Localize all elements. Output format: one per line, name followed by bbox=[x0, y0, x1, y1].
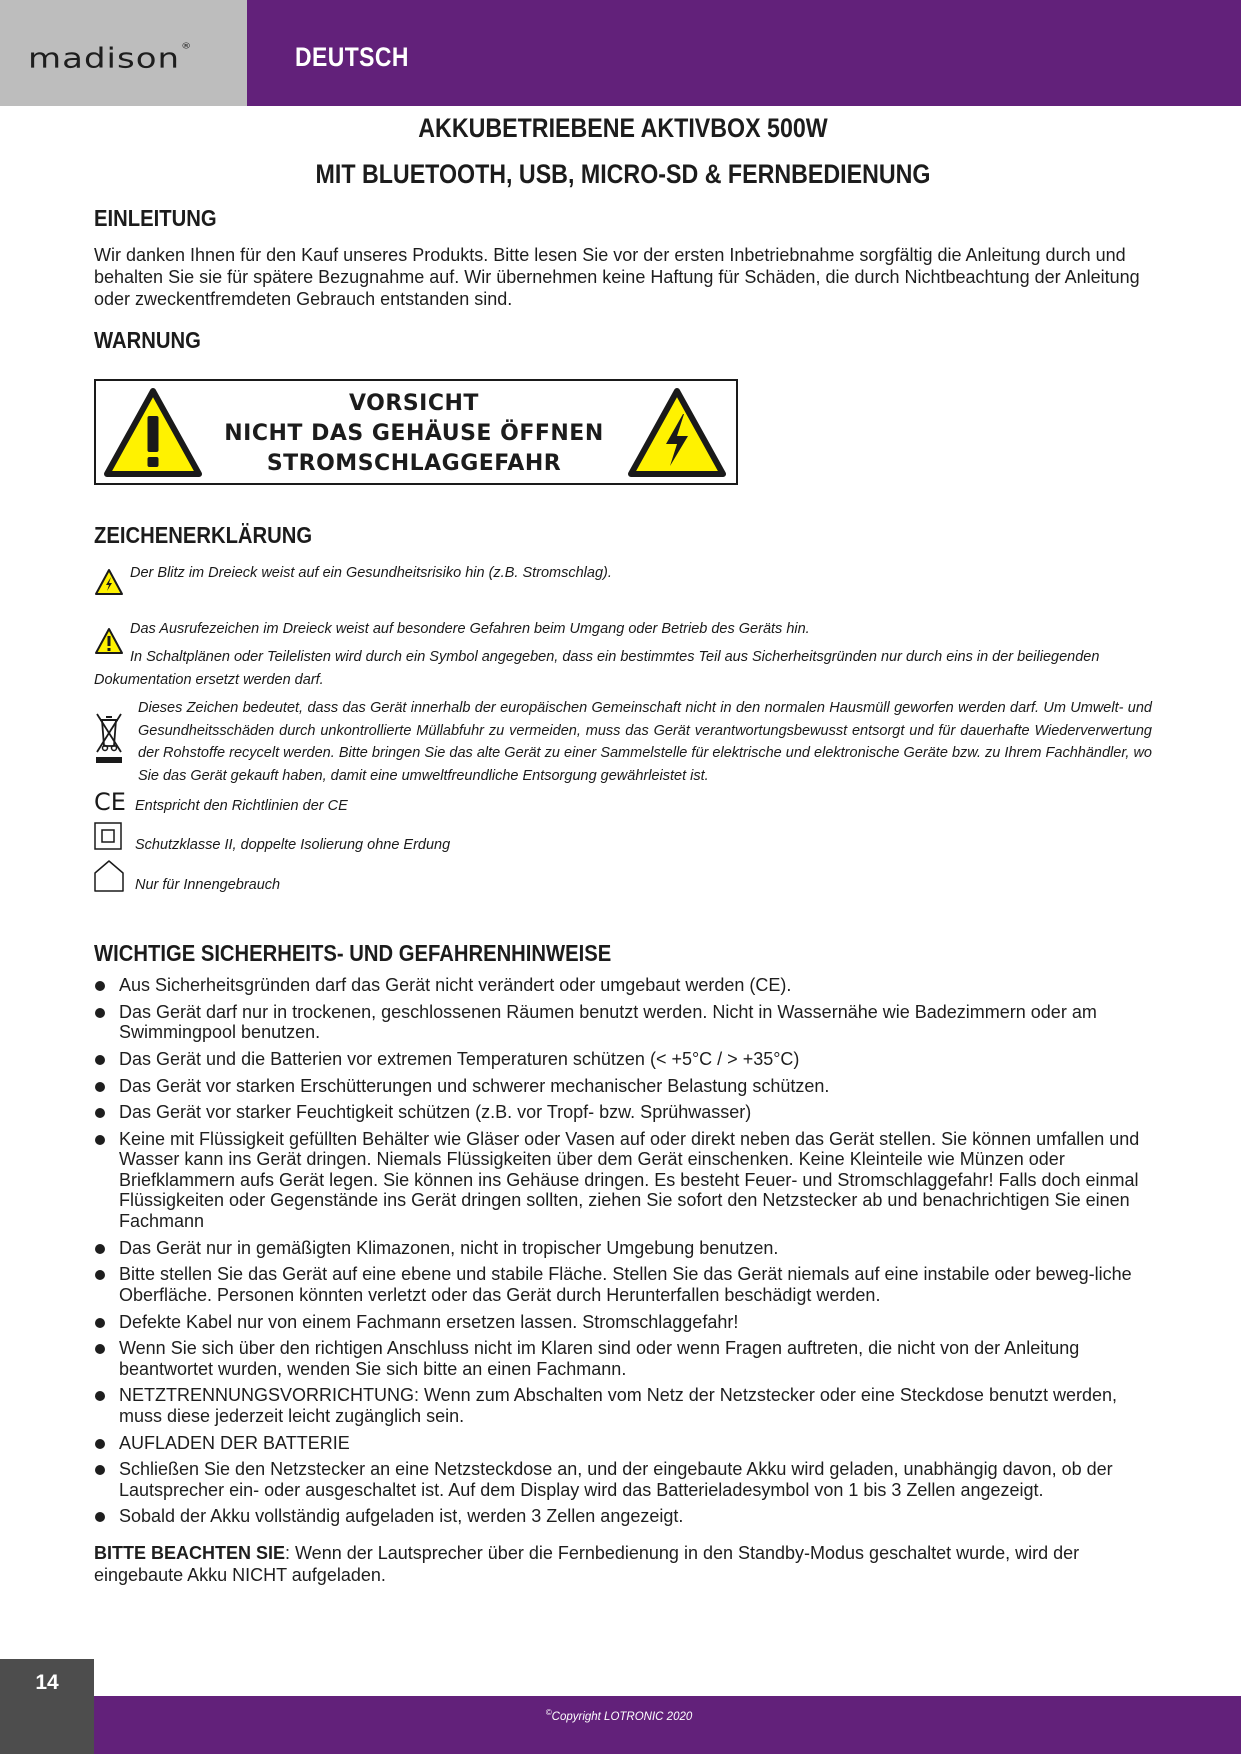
exclamation-warning-icon bbox=[102, 386, 204, 480]
safety-heading: WICHTIGE SICHERHEITS- UND GEFAHRENHINWEISE bbox=[94, 940, 612, 966]
list-item: Schließen Sie den Netzstecker an eine Netzsteckdose an, und der eingebaute Akku wird geladen, unabhängig davon, ob der Lautsprecher ein- oder ausgeschaltet ist. Auf dem Display wird das Batterieladesymbol von 1 bis 3 Zellen angezeigt. bbox=[94, 1459, 1160, 1500]
intro-text: Wir danken Ihnen für den Kauf unseres Produkts. Bitte lesen Sie vor der ersten Inbetriebnahme sorgfältig die Anleitung durch und behalten Sie sie für spätere Bezugnahme auf. Wir übernehmen keine Haftung für Schäden, die durch Nichtbeachtung der Anleitung oder zweckentfremdeten Gebrauch entstanden sind. bbox=[94, 245, 1140, 309]
battery-note bbox=[94, 1542, 1154, 1586]
crossed-bin-icon bbox=[94, 712, 124, 764]
symbols-heading: ZEICHENERKLÄRUNG bbox=[94, 522, 313, 548]
lightning-description: Der Blitz im Dreieck weist auf ein Gesundheitsrisiko hin (z.B. Stromschlag). bbox=[130, 565, 612, 581]
list-item: Keine mit Flüssigkeit gefüllten Behälter wie Gläser oder Vasen auf oder direkt neben das Gerät stellen. Sie können umfallen und Wasser kann ins Gerät dringen. Niemals Flüssigkeiten über dem Gerät einschenken. Keine Kleinteile wie Münzen oder Briefklammern aufs Gerät legen. Sie können ins Gehäuse dringen. Es besteht Feuer- und Stromschlaggefahr! Falls doch einmal Flüssigkeiten oder Gegenstände ins Gerät dringen sollten, ziehen Sie sofort den Netzstecker ab und benachrichtigen Sie einen Fachmann bbox=[94, 1129, 1160, 1232]
list-item: Aus Sicherheitsgründen darf das Gerät nicht verändert oder umgebaut werden (CE). bbox=[94, 975, 1160, 996]
brand-logo bbox=[28, 42, 192, 75]
list-item: Das Gerät und die Batterien vor extremen Temperaturen schützen (< +5°C / > +35°C) bbox=[94, 1049, 1160, 1070]
indoor-house-icon bbox=[93, 859, 125, 893]
page-header bbox=[0, 0, 1241, 106]
lightning-warning-icon bbox=[626, 386, 728, 480]
list-item: Das Gerät darf nur in trockenen, geschlossenen Räumen benutzt werden. Nicht in Wassernähe wie Badezimmern oder am Swimmingpool benutzen. bbox=[94, 1002, 1160, 1043]
warning-line-do-not-open: NICHT DAS GEHÄUSE ÖFFNEN bbox=[224, 421, 604, 446]
copyright-label: Copyright LOTRONIC 2020 bbox=[551, 1710, 693, 1723]
brand-logo-text: madison bbox=[28, 42, 181, 75]
document-title-line2: MIT BLUETOOTH, USB, MICRO-SD & FERNBEDIENUNG bbox=[315, 159, 931, 189]
page-number: 14 bbox=[35, 1671, 59, 1694]
schematic-description: In Schaltplänen oder Teilelisten wird durch ein Symbol angegeben, dass ein bestimmtes Teil aus Sicherheitsgründen nur durch eins in der beiliegenden Dokumentation ersetzt werden darf. bbox=[94, 649, 1100, 688]
warning-line-caution: VORSICHT bbox=[349, 391, 479, 416]
logo-area bbox=[0, 0, 247, 106]
indoor-description: Nur für Innengebrauch bbox=[135, 877, 281, 893]
ce-description: Entspricht den Richtlinien der CE bbox=[135, 798, 348, 814]
double-insulation-icon bbox=[94, 822, 122, 850]
lightning-triangle-icon bbox=[94, 568, 124, 596]
exclamation-description: Das Ausrufezeichen im Dreieck weist auf besondere Gefahren beim Umgang oder Betrieb des Geräts hin. bbox=[130, 621, 810, 637]
document-title-line1: AKKUBETRIEBENE AKTIVBOX 500W bbox=[418, 113, 828, 143]
list-item: Bitte stellen Sie das Gerät auf eine ebene und stabile Fläche. Stellen Sie das Gerät niemals auf eine instabile oder beweg-liche Oberfläche. Personen könnten verletzt oder das Gerät durch Herunterfallen beschädigt werden. bbox=[94, 1264, 1160, 1305]
warning-label-box bbox=[94, 379, 738, 485]
copyright-mark: © bbox=[545, 1708, 552, 1717]
list-item: NETZTRENNUNGSVORRICHTUNG: Wenn zum Abschalten vom Netz der Netzstecker oder eine Steckdose benutzt werden, muss diese jederzeit leicht zugänglich sein. bbox=[94, 1385, 1160, 1426]
safety-list bbox=[94, 975, 1160, 1533]
list-item: Das Gerät vor starker Feuchtigkeit schützen (z.B. vor Tropf- bzw. Sprühwasser) bbox=[94, 1102, 1160, 1123]
ce-mark-icon: CE bbox=[94, 788, 126, 816]
list-item: Sobald der Akku vollständig aufgeladen ist, werden 3 Zellen angezeigt. bbox=[94, 1506, 1160, 1527]
note-label: BITTE BEACHTEN SIE bbox=[94, 1543, 286, 1563]
list-item: Das Gerät vor starken Erschütterungen und schwerer mechanischer Belastung schützen. bbox=[94, 1076, 1160, 1097]
list-item: Das Gerät nur in gemäßigten Klimazonen, nicht in tropischer Umgebung benutzen. bbox=[94, 1238, 1160, 1259]
copyright-text bbox=[94, 1708, 1144, 1723]
list-item: Defekte Kabel nur von einem Fachmann ersetzen lassen. Stromschlaggefahr! bbox=[94, 1312, 1160, 1333]
registered-mark: ® bbox=[181, 42, 193, 52]
list-item: Wenn Sie sich über den richtigen Anschluss nicht im Klaren sind oder wenn Fragen auftreten, die nicht von der Anleitung beantwortet wurden, wenden Sie sich bitte an einen Fachmann. bbox=[94, 1338, 1160, 1379]
weee-description: Dieses Zeichen bedeutet, dass das Gerät innerhalb der europäischen Gemeinschaft nicht in den normalen Hausmüll geworfen werden darf. Um Umwelt- und Gesundheitsschäden durch unkontrollierte Müllabfuhr zu vermeiden, muss das Gerät verantwortungsbewusst entsorgt und für dauerhafte Wiederverwertung der Rohstoffe recycelt werden. Bitte bringen Sie das alte Gerät zu einer Sammelstelle für elektrische und elektronische Geräte bzw. zu Ihrem Fachhändler, wo Sie das Gerät gekauft haben, damit eine umweltfreundliche Entsorgung gewährleistet ist. bbox=[138, 700, 1152, 784]
note-text: : Wenn der Lautsprecher über die Fernbedienung in den Standby-Modus geschaltet wurde, wird der eingebaute Akku NICHT aufgeladen. bbox=[94, 1543, 1080, 1585]
warning-heading: WARNUNG bbox=[94, 327, 201, 353]
language-label: DEUTSCH bbox=[295, 42, 409, 72]
intro-heading: EINLEITUNG bbox=[94, 205, 217, 231]
warning-line-shock-hazard: STROMSCHLAGGEFAHR bbox=[266, 451, 562, 476]
warning-label-text bbox=[216, 389, 612, 479]
class2-description: Schutzklasse II, doppelte Isolierung ohne Erdung bbox=[135, 837, 451, 853]
list-item: AUFLADEN DER BATTERIE bbox=[94, 1433, 1160, 1454]
footer-band bbox=[94, 1696, 1241, 1754]
